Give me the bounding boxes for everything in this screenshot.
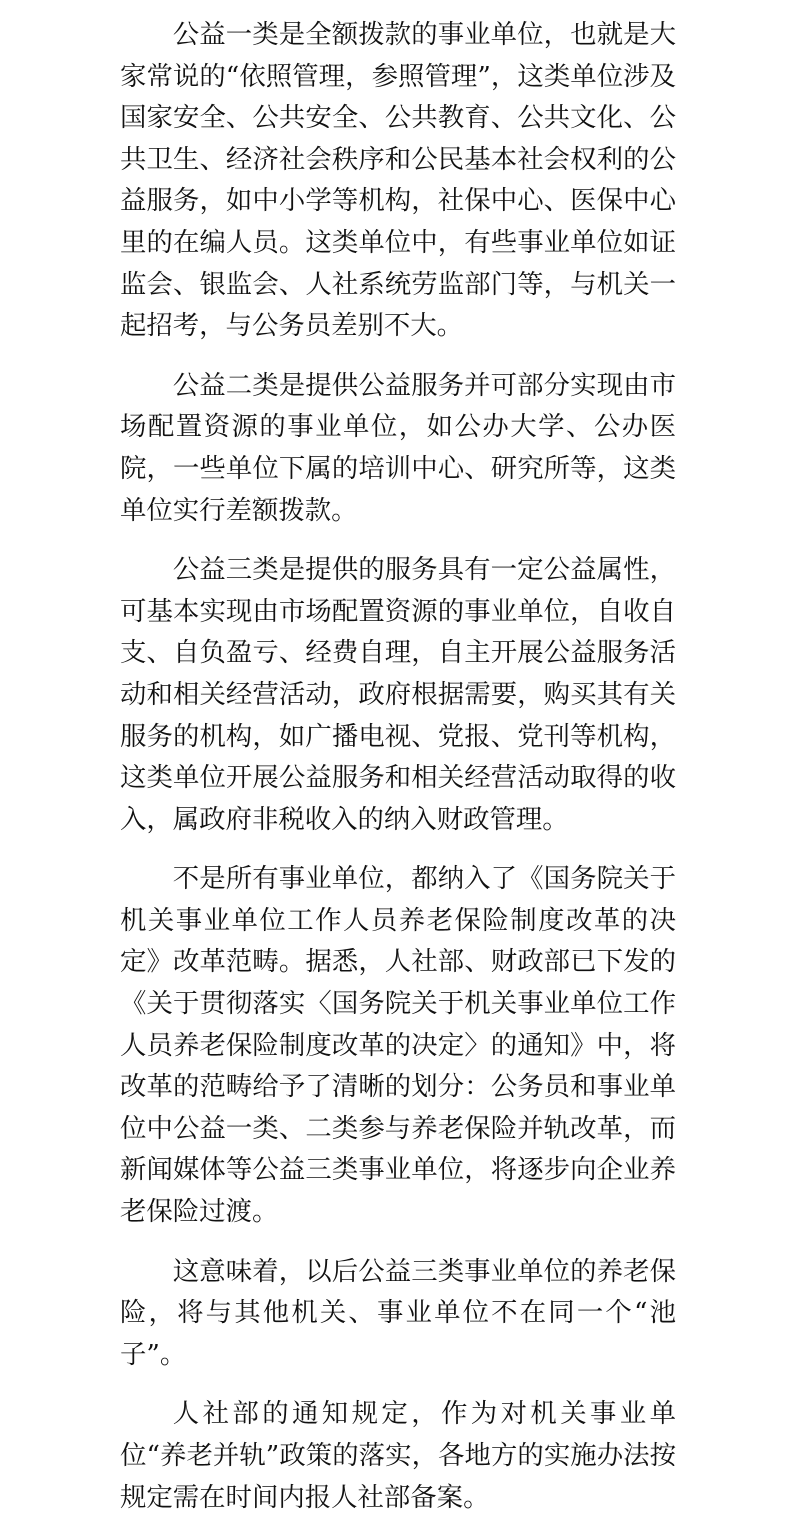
article-body [120, 14, 676, 1536]
paragraph-notice-rules: 人社部的通知规定，作为对机关事业单位“养老并轨”政策的落实，各地方的实施办法按规定需在时间内报人社部备案。 [120, 1398, 676, 1513]
paragraph-reform-scope: 不是所有事业单位，都纳入了《国务院关于机关事业单位工作人员养老保险制度改革的决定》改革范畴。据悉，人社部、财政部已下发的《关于贯彻落实〈国务院关于机关事业单位工作人员养老保险制度改革的决定〉的通知》中，将改革的范畴给予了清晰的划分：公务员和事业单位中公益一类、二类参与养老保险并轨改革，而新闻媒体等公益三类事业单位，将逐步向企业养老保险过渡。 [120, 863, 676, 1228]
paragraph-implication: 这意味着，以后公益三类事业单位的养老保险，将与其他机关、事业单位不在同一个“池子”。 [120, 1255, 676, 1370]
paragraph-public-welfare-class-2: 公益二类是提供公益服务并可部分实现由市场配置资源的事业单位，如公办大学、公办医院，一些单位下属的培训中心、研究所等，这类单位实行差额拨款。 [120, 369, 676, 526]
paragraph-public-welfare-class-3: 公益三类是提供的服务具有一定公益属性，可基本实现由市场配置资源的事业单位，自收自支、自负盈亏、经费自理，自主开展公益服务活动和相关经营活动，政府根据需要，购买其有关服务的机构，如广播电视、党报、党刊等机构，这类单位开展公益服务和相关经营活动取得的收入，属政府非税收入的纳入财政管理。 [120, 554, 676, 835]
paragraph-public-welfare-class-1: 公益一类是全额拨款的事业单位，也就是大家常说的“依照管理，参照管理”，这类单位涉及国家安全、公共安全、公共教育、公共文化、公共卫生、经济社会秩序和公民基本社会权利的公益服务，如中小学等机构，社保中心、医保中心里的在编人员。这类单位中，有些事业单位如证监会、银监会、人社系统劳监部门等，与机关一起招考，与公务员差别不大。 [120, 19, 676, 342]
